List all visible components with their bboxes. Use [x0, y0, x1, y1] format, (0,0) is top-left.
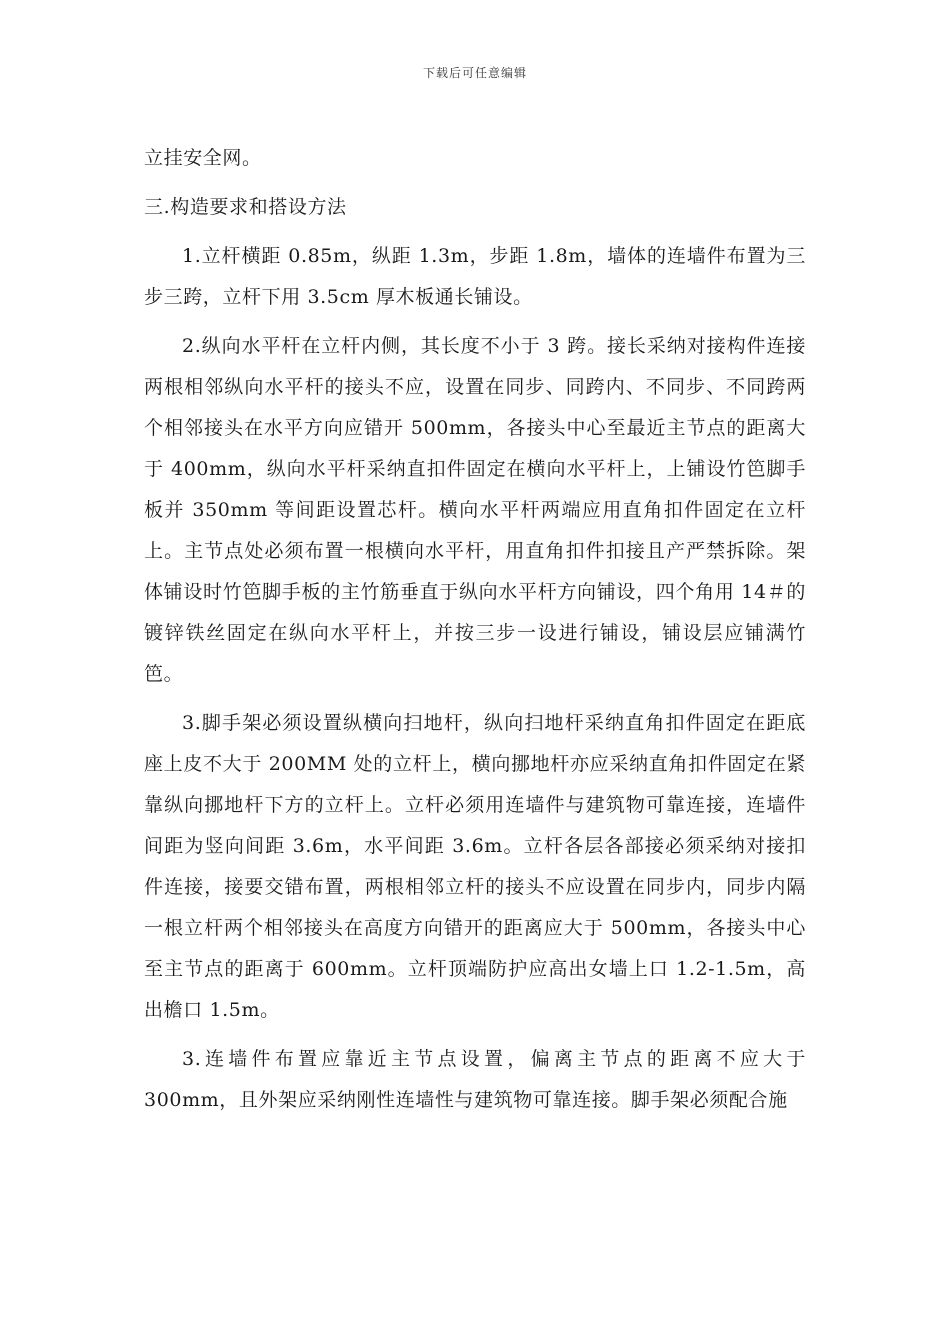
- page-header: 下载后可任意编辑: [422, 66, 527, 80]
- paragraph-item-2: 2.纵向水平杆在立杆内侧，其长度不小于 3 跨。接长采纳对接构件连接两根相邻纵向水平杆的接头不应，设置在同步、同跨内、不同步、不同跨两个相邻接头在水平方向应错开 500mm，各接头中心至最近主节点的距离大于 400mm，纵向水平杆采纳直扣件固定在横向水平杆上，上铺设竹笆脚手板并 350mm 等间距设置芯杆。横向水平杆两端应用直角扣件固定在立杆上。主节点处必须布置一根横向水平杆，用直角扣件扣接且产严禁拆除。架体铺设时竹笆脚手板的主竹筋垂直于纵向水平杆方向铺设，四个角用 14＃的镀锌铁丝固定在纵向水平杆上，并按三步一设进行铺设，铺设层应铺满竹笆。: [144, 335, 806, 685]
- paragraph-continuation: 立挂安全网。: [144, 147, 262, 169]
- document-body: [144, 138, 806, 1129]
- paragraph-item-3: 3.脚手架必须设置纵横向扫地杆，纵向扫地杆采纳直角扣件固定在距底座上皮不大于 200MM 处的立杆上，横向挪地杆亦应采纳直角扣件固定在紧靠纵向挪地杆下方的立杆上。立杆必须用连墙件与建筑物可靠连接，连墙件间距为竖向间距 3.6m，水平间距 3.6m。立杆各层各部接必须采纳对接扣件连接，接要交错布置，两根相邻立杆的接头不应设置在同步内，同步内隔一根立杆两个相邻接头在高度方向错开的距离应大于 500mm，各接头中心至主节点的距离于 600mm。立杆顶端防护应高出女墙上口 1.2-1.5m，高出檐口 1.5m。: [144, 712, 806, 1021]
- paragraph-item-3b: 3.连墙件布置应靠近主节点设置，偏离主节点的距离不应大于 300mm，且外架应采纳刚性连墙性与建筑物可靠连接。脚手架必须配合施: [144, 1048, 806, 1111]
- section-heading: 三.构造要求和搭设方法: [144, 196, 347, 218]
- paragraph-item-1: 1.立杆横距 0.85m，纵距 1.3m，步距 1.8m，墙体的连墙件布置为三步三跨，立杆下用 3.5cm 厚木板通长铺设。: [144, 245, 806, 308]
